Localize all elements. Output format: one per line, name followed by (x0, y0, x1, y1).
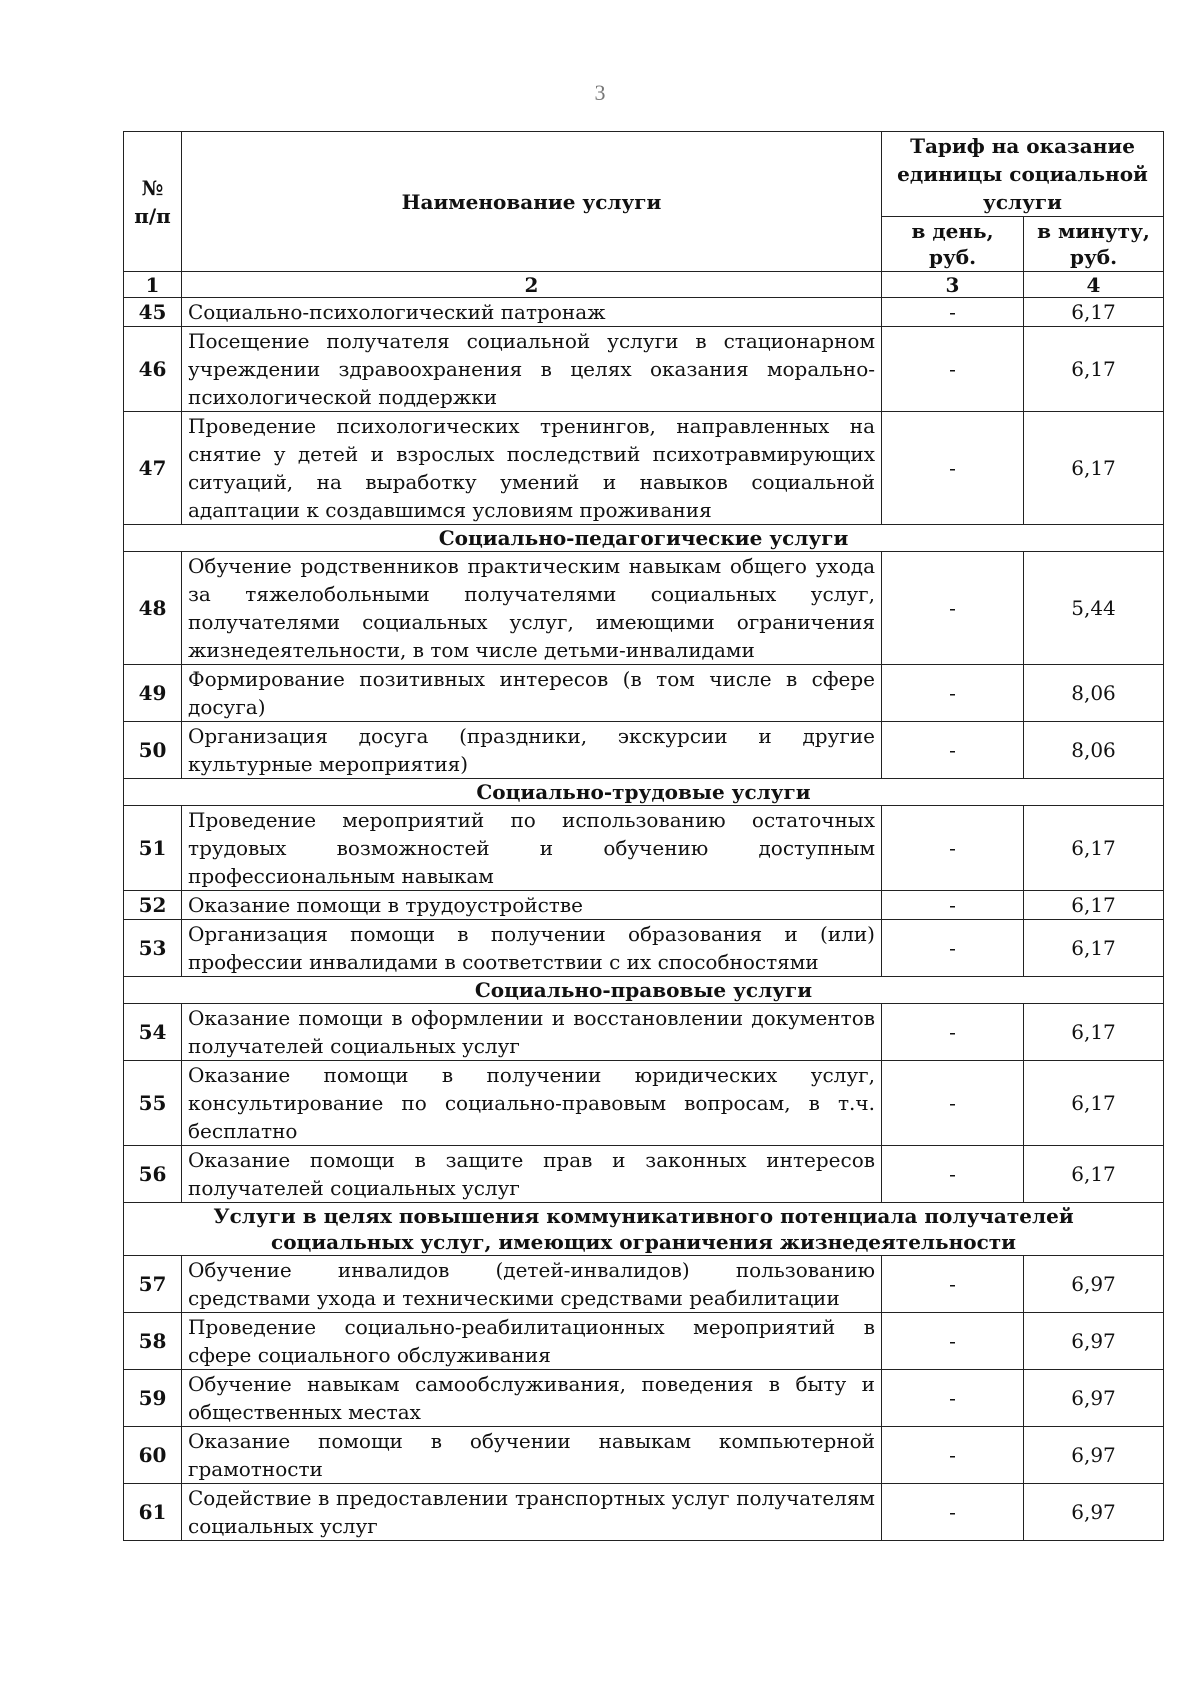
table-row (124, 891, 1164, 920)
tariff-per-minute: 6,17 (1024, 327, 1164, 412)
service-name: Проведение психологических тренингов, направленных на снятие у детей и взрослых последствий психотравмирующих ситуаций, на выработку умений и навыков социальной адаптации к создавшимся условиям проживания (182, 412, 882, 525)
row-number: 61 (124, 1484, 182, 1541)
tariff-per-day: - (882, 1484, 1024, 1541)
table-row (124, 1370, 1164, 1427)
column-index-3: 3 (882, 272, 1024, 298)
section-title: Социально-правовые услуги (124, 977, 1164, 1004)
column-header-tariff: Тариф на оказание единицы социальной услуги (882, 132, 1164, 217)
table-row (124, 665, 1164, 722)
tariff-per-minute: 8,06 (1024, 722, 1164, 779)
row-number: 59 (124, 1370, 182, 1427)
tariff-per-minute: 6,17 (1024, 298, 1164, 327)
row-number: 49 (124, 665, 182, 722)
page-number: 3 (594, 80, 606, 105)
table-row (124, 298, 1164, 327)
service-name: Формирование позитивных интересов (в том числе в сфере досуга) (182, 665, 882, 722)
row-number: 45 (124, 298, 182, 327)
tariff-per-minute: 6,97 (1024, 1370, 1164, 1427)
service-name: Оказание помощи в получении юридических услуг, консультирование по социально-правовым вопросам, в т.ч. бесплатно (182, 1061, 882, 1146)
column-index-1: 1 (124, 272, 182, 298)
tariff-table (123, 131, 1164, 1541)
tariff-per-minute: 6,97 (1024, 1256, 1164, 1313)
tariff-per-day: - (882, 665, 1024, 722)
row-number: 57 (124, 1256, 182, 1313)
tariff-per-day: - (882, 1146, 1024, 1203)
tariff-per-day: - (882, 552, 1024, 665)
service-name: Оказание помощи в оформлении и восстановлении документов получателей социальных услуг (182, 1004, 882, 1061)
service-name: Социально-психологический патронаж (182, 298, 882, 327)
tariff-per-minute: 8,06 (1024, 665, 1164, 722)
tariff-per-day: - (882, 920, 1024, 977)
service-name: Проведение мероприятий по использованию остаточных трудовых возможностей и обучению доступным профессиональным навыкам (182, 806, 882, 891)
tariff-per-day: - (882, 1061, 1024, 1146)
service-name: Проведение социально-реабилитационных мероприятий в сфере социального обслуживания (182, 1313, 882, 1370)
tariff-per-day: - (882, 891, 1024, 920)
section-title: Услуги в целях повышения коммуникативного потенциала получателей социальных услуг, имеющих ограничения жизнедеятельности (124, 1203, 1164, 1256)
section-row (124, 779, 1164, 806)
table-row (124, 412, 1164, 525)
table-row (124, 1146, 1164, 1203)
column-header-per-day: в день, руб. (882, 217, 1024, 272)
column-header-service-name: Наименование услуги (182, 132, 882, 272)
row-number: 51 (124, 806, 182, 891)
table-row (124, 1313, 1164, 1370)
row-number: 56 (124, 1146, 182, 1203)
row-number: 58 (124, 1313, 182, 1370)
table-row (124, 1484, 1164, 1541)
tariff-per-minute: 6,97 (1024, 1484, 1164, 1541)
tariff-per-minute: 6,17 (1024, 1004, 1164, 1061)
tariff-per-minute: 6,17 (1024, 1061, 1164, 1146)
tariff-per-minute: 6,17 (1024, 412, 1164, 525)
table-row (124, 552, 1164, 665)
row-number: 53 (124, 920, 182, 977)
tariff-per-day: - (882, 412, 1024, 525)
row-number: 48 (124, 552, 182, 665)
service-name: Оказание помощи в защите прав и законных интересов получателей социальных услуг (182, 1146, 882, 1203)
column-header-per-minute: в минуту, руб. (1024, 217, 1164, 272)
row-number: 55 (124, 1061, 182, 1146)
table-row (124, 1427, 1164, 1484)
section-title: Социально-педагогические услуги (124, 525, 1164, 552)
tariff-per-day: - (882, 806, 1024, 891)
tariff-per-day: - (882, 1370, 1024, 1427)
section-title: Социально-трудовые услуги (124, 779, 1164, 806)
table-row (124, 1004, 1164, 1061)
table-row (124, 1256, 1164, 1313)
tariff-per-minute: 6,17 (1024, 806, 1164, 891)
table-body (124, 298, 1164, 1541)
table-row (124, 722, 1164, 779)
tariff-per-minute: 6,97 (1024, 1313, 1164, 1370)
service-name: Обучение навыкам самообслуживания, поведения в быту и общественных местах (182, 1370, 882, 1427)
row-number: 50 (124, 722, 182, 779)
column-index-4: 4 (1024, 272, 1164, 298)
section-row (124, 977, 1164, 1004)
service-name: Посещение получателя социальной услуги в стационарном учреждении здравоохранения в целях оказания морально-психологической поддержки (182, 327, 882, 412)
row-number: 52 (124, 891, 182, 920)
service-name: Содействие в предоставлении транспортных услуг получателям социальных услуг (182, 1484, 882, 1541)
column-header-number: № п/п (124, 132, 182, 272)
tariff-per-day: - (882, 298, 1024, 327)
service-name: Оказание помощи в обучении навыкам компьютерной грамотности (182, 1427, 882, 1484)
tariff-per-minute: 5,44 (1024, 552, 1164, 665)
tariff-per-minute: 6,17 (1024, 891, 1164, 920)
tariff-per-minute: 6,17 (1024, 1146, 1164, 1203)
tariff-per-day: - (882, 1313, 1024, 1370)
section-row (124, 525, 1164, 552)
tariff-per-day: - (882, 1004, 1024, 1061)
table-row (124, 1061, 1164, 1146)
section-row (124, 1203, 1164, 1256)
table-row (124, 806, 1164, 891)
tariff-per-minute: 6,97 (1024, 1427, 1164, 1484)
service-name: Оказание помощи в трудоустройстве (182, 891, 882, 920)
tariff-per-day: - (882, 327, 1024, 412)
tariff-per-day: - (882, 722, 1024, 779)
row-number: 60 (124, 1427, 182, 1484)
service-name: Организация досуга (праздники, экскурсии и другие культурные мероприятия) (182, 722, 882, 779)
tariff-per-day: - (882, 1427, 1024, 1484)
service-name: Обучение родственников практическим навыкам общего ухода за тяжелобольными получателями социальных услуг, получателями социальных услуг, имеющими ограничения жизнедеятельности, в том числе детьми-инвалидами (182, 552, 882, 665)
table-row (124, 327, 1164, 412)
tariff-per-day: - (882, 1256, 1024, 1313)
service-name: Обучение инвалидов (детей-инвалидов) пользованию средствами ухода и техническими средствами реабилитации (182, 1256, 882, 1313)
row-number: 47 (124, 412, 182, 525)
column-index-2: 2 (182, 272, 882, 298)
table-row (124, 920, 1164, 977)
service-name: Организация помощи в получении образования и (или) профессии инвалидами в соответствии с их способностями (182, 920, 882, 977)
tariff-per-minute: 6,17 (1024, 920, 1164, 977)
row-number: 54 (124, 1004, 182, 1061)
row-number: 46 (124, 327, 182, 412)
